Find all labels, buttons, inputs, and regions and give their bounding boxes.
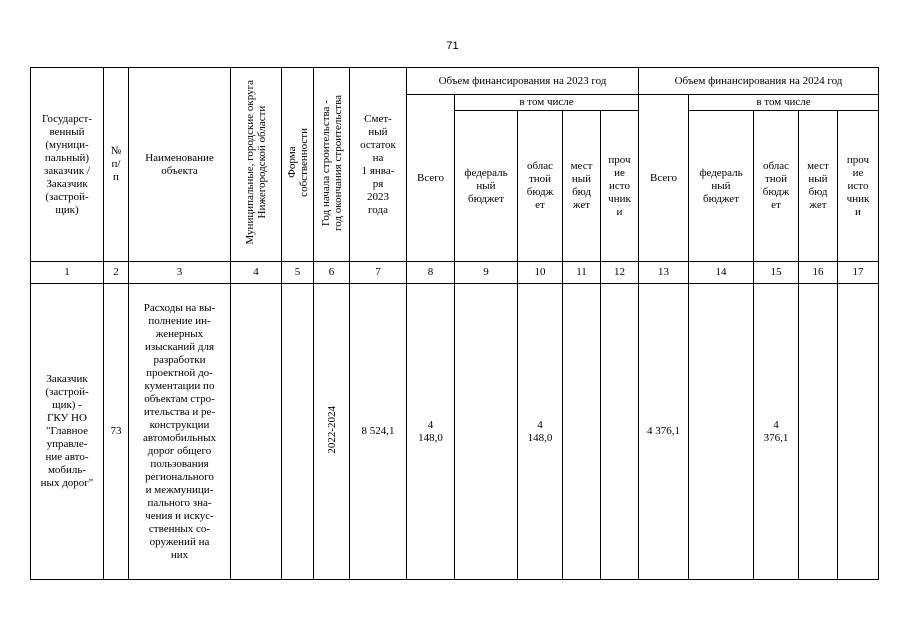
column-number: 5 (282, 262, 314, 284)
header-funding-2024: Объем финансирования на 2024 год (639, 68, 879, 95)
header-estimate: Смет- ный остаток на 1 янва- ря 2023 года (350, 68, 407, 262)
row-local-2024 (799, 284, 838, 580)
column-number: 9 (455, 262, 518, 284)
column-number: 3 (129, 262, 231, 284)
header-regional-2024: облас тной бюдж ет (754, 111, 799, 262)
header-total-2023: Всего (407, 95, 455, 262)
header-object-name: Наименование объекта (129, 68, 231, 262)
header-funding-2023: Объем финансирования на 2023 год (407, 68, 639, 95)
column-number: 12 (601, 262, 639, 284)
header-local-2024: мест ный бюд жет (799, 111, 838, 262)
column-number: 15 (754, 262, 799, 284)
header-federal-2024: федераль ный бюджет (689, 111, 754, 262)
header-other-2024: проч ие исто чник и (838, 111, 879, 262)
column-number: 14 (689, 262, 754, 284)
header-customer: Государст- венный (муници- пальный) заказчик / Заказчик (застрой- щик) (31, 68, 104, 262)
funding-table (30, 67, 879, 580)
row-years: 2022-2024 (325, 405, 338, 454)
header-number: № п/ п (104, 68, 129, 262)
column-number: 4 (231, 262, 282, 284)
column-number: 8 (407, 262, 455, 284)
row-total-2023: 4 148,0 (407, 284, 455, 580)
row-federal-2023 (455, 284, 518, 580)
page-number: 71 (446, 40, 459, 52)
header-municipality: Муниципальные, городские округа Нижегородской области (244, 80, 268, 245)
column-number: 1 (31, 262, 104, 284)
header-federal-2023: федераль ный бюджет (455, 111, 518, 262)
header-years-cell (314, 68, 350, 262)
column-number-row (31, 262, 879, 284)
column-number: 17 (838, 262, 879, 284)
header-ownership-cell (282, 68, 314, 262)
header-including-2024: в том числе (689, 95, 879, 111)
row-other-2024 (838, 284, 879, 580)
column-number: 13 (639, 262, 689, 284)
row-years-cell (314, 284, 350, 580)
header-local-2023: мест ный бюд жет (563, 111, 601, 262)
header-including-2023: в том числе (455, 95, 639, 111)
column-number: 11 (563, 262, 601, 284)
header-ownership: Форма собственности (285, 128, 310, 197)
row-number: 73 (104, 284, 129, 580)
row-estimate: 8 524,1 (350, 284, 407, 580)
column-number: 2 (104, 262, 129, 284)
header-other-2023: проч ие исто чник и (601, 111, 639, 262)
row-local-2023 (563, 284, 601, 580)
table-row (31, 284, 879, 580)
header-years: Год начала строительства - год окончания строительства (319, 94, 344, 231)
row-regional-2023: 4 148,0 (518, 284, 563, 580)
row-regional-2024: 4 376,1 (754, 284, 799, 580)
column-number: 16 (799, 262, 838, 284)
header-total-2024: Всего (639, 95, 689, 262)
row-federal-2024 (689, 284, 754, 580)
header-municipality-cell (231, 68, 282, 262)
column-number: 7 (350, 262, 407, 284)
row-ownership (282, 284, 314, 580)
column-number: 6 (314, 262, 350, 284)
row-municipality (231, 284, 282, 580)
column-number: 10 (518, 262, 563, 284)
row-other-2023 (601, 284, 639, 580)
row-total-2024: 4 376,1 (639, 284, 689, 580)
row-customer: Заказчик (застрой- щик) - ГКУ НО "Главное управле- ние авто- мобиль- ных дорог" (31, 284, 104, 580)
row-object-name: Расходы на вы- полнение ин- женерных изысканий для разработки проектной до- кументации по объектам стро- ительства и ре- конструкции автомобильных дорог общего пользования регионального и межмуници- пального зна- чения и искус- ственных со- оружений на них (129, 284, 231, 580)
header-regional-2023: облас тной бюдж ет (518, 111, 563, 262)
